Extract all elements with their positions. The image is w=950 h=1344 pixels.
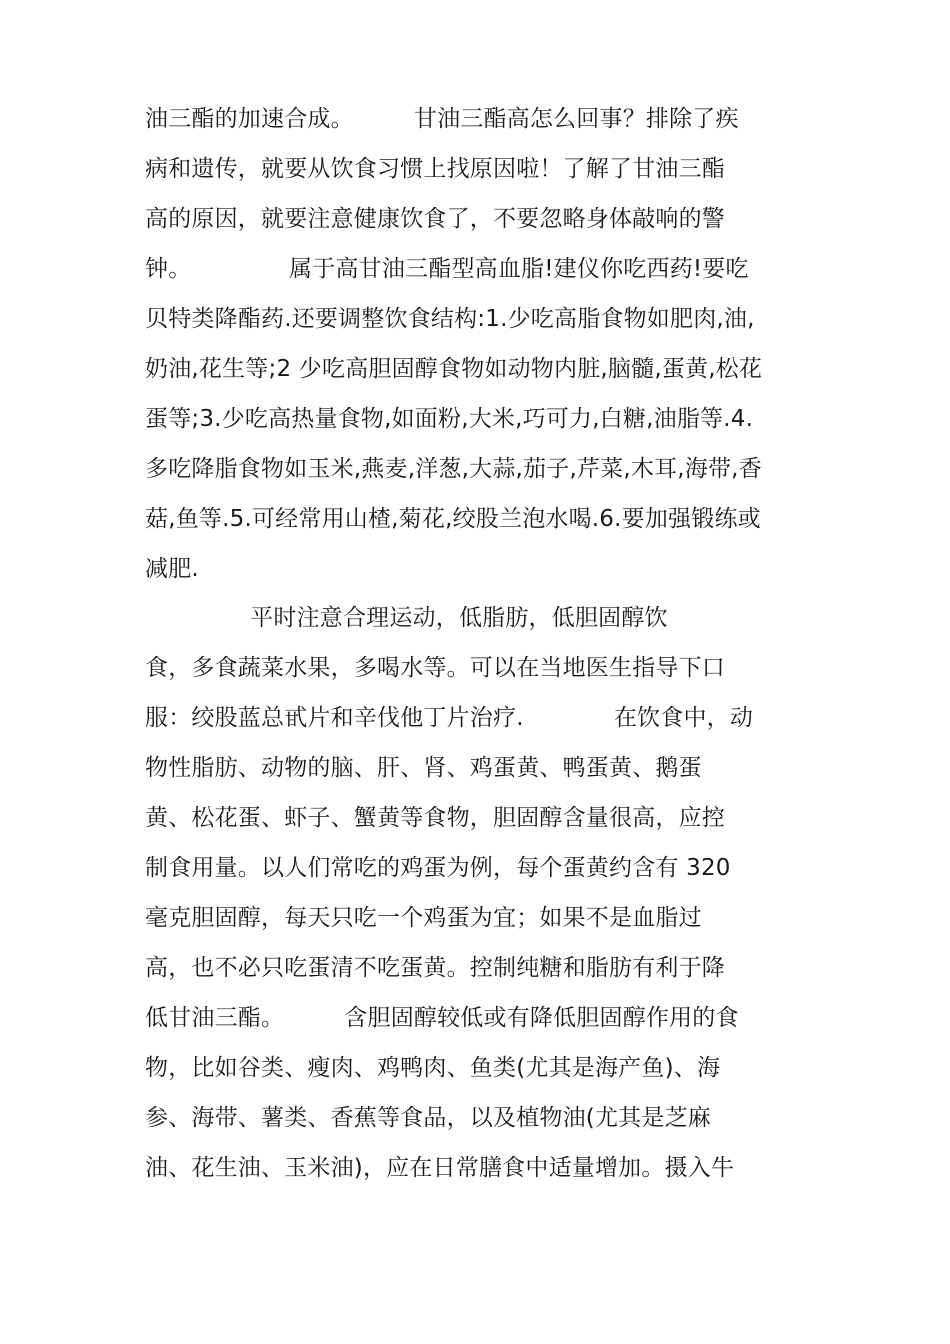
text-line: 毫克胆固醇，每天只吃一个鸡蛋为宜；如果不是血脂过 xyxy=(145,905,702,931)
text-line: 钟。 属于高甘油三酯型高血脂!建仪你吃西药!要吃 xyxy=(145,256,749,282)
text-line: 黄、松花蛋、虾子、蟹黄等食物，胆固醇含量很高，应控 xyxy=(145,805,725,831)
text-line: 贝特类降酯药.还要调整饮食结构:1.少吃高脂食物如肥肉,油, xyxy=(145,306,755,332)
text-line: 食，多食蔬菜水果，多喝水等。可以在当地医生指导下口 xyxy=(145,655,725,681)
text-line: 病和遗传，就要从饮食习惯上找原因啦！了解了甘油三酯 xyxy=(145,156,725,182)
text-line: 制食用量。以人们常吃的鸡蛋为例，每个蛋黄约含有 320 xyxy=(145,855,731,881)
text-line: 减肥. xyxy=(145,556,199,582)
text-line: 物性脂肪、动物的脑、肝、肾、鸡蛋黄、鸭蛋黄、鹅蛋 xyxy=(145,755,702,781)
text-line: 服：绞股蓝总甙片和辛伐他丁片治疗. 在饮食中，动 xyxy=(145,705,754,731)
text-line: 多吃降脂食物如玉米,燕麦,洋葱,大蒜,茄子,芹菜,木耳,海带,香 xyxy=(145,456,762,482)
text-line: 平时注意合理运动，低脂肪，低胆固醇饮 xyxy=(145,605,668,631)
text-line: 高，也不必只吃蛋清不吃蛋黄。控制纯糖和脂肪有利于降 xyxy=(145,955,725,981)
text-line: 低甘油三酯。 含胆固醇较低或有降低胆固醇作用的食 xyxy=(145,1005,739,1031)
text-line: 菇,鱼等.5.可经常用山楂,菊花,绞股兰泡水喝.6.要加强锻练或 xyxy=(145,506,761,532)
text-line: 高的原因，就要注意健康饮食了，不要忽略身体敲响的警 xyxy=(145,206,725,232)
text-line: 物，比如谷类、瘦肉、鸡鸭肉、鱼类(尤其是海产鱼)、海 xyxy=(145,1055,721,1081)
text-line: 奶油,花生等;2 少吃高胆固醇食物如动物内脏,脑髓,蛋黄,松花 xyxy=(145,356,763,382)
text-line: 油三酯的加速合成。 甘油三酯高怎么回事？排除了疾 xyxy=(145,106,739,132)
text-line: 油、花生油、玉米油)，应在日常膳食中适量增加。摄入牛 xyxy=(145,1155,735,1181)
text-line: 参、海带、薯类、香蕉等食品，以及植物油(尤其是芝麻 xyxy=(145,1105,711,1131)
text-line: 蛋等;3.少吃高热量食物,如面粉,大米,巧可力,白糖,油脂等.4. xyxy=(145,406,754,432)
